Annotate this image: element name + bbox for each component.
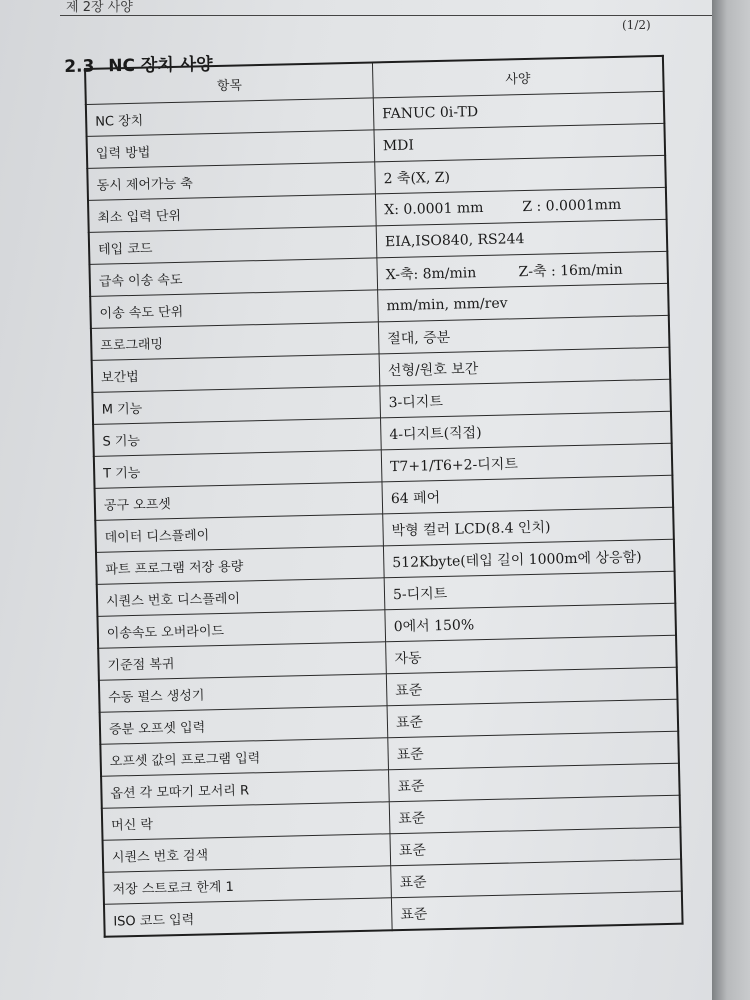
spec-cell: 4-디지트(직접)	[381, 411, 672, 450]
spec-cell: T7+1/T6+2-디지트	[381, 443, 672, 482]
spec-cell: 3-디지트	[380, 379, 671, 418]
spec-cell: 표준	[388, 763, 679, 802]
page-number: (1/2)	[622, 18, 651, 32]
spec-cell: 512Kbyte(테입 길이 1000m에 상응함)	[383, 539, 674, 578]
spec-z-value: Z : 0.0001mm	[522, 196, 622, 215]
header-item: 항목	[85, 62, 373, 104]
nc-spec-table	[84, 55, 684, 938]
spec-cell: 절대, 증분	[378, 315, 669, 354]
item-cell: 데이터 디스플레이	[95, 514, 383, 553]
item-cell: 옵션 각 모따기 모서리 R	[101, 770, 389, 809]
item-cell: M 기능	[92, 386, 380, 425]
section-number: 2.3	[64, 56, 95, 77]
item-cell: NC 장치	[86, 98, 374, 137]
spec-cell: 표준	[388, 731, 679, 770]
item-cell: S 기능	[93, 418, 381, 457]
spec-cell: 표준	[389, 795, 680, 834]
spec-cell: MDI	[374, 123, 665, 162]
header-rule	[60, 15, 712, 16]
item-cell: 공구 오프셋	[95, 482, 383, 521]
item-cell: ISO 코드 입력	[104, 898, 392, 937]
item-cell: 프로그래밍	[91, 322, 379, 361]
spec-cell: mm/min, mm/rev	[378, 283, 669, 322]
spec-cell: 64 페어	[382, 475, 673, 514]
item-cell: 시퀀스 번호 검색	[103, 834, 391, 873]
spec-table-container	[84, 55, 684, 938]
spec-x-value: X-축: 8m/min	[385, 264, 477, 283]
item-cell: 테입 코드	[89, 226, 377, 265]
item-cell: 동시 제어가능 축	[87, 162, 375, 201]
item-cell: 보간법	[92, 354, 380, 393]
spec-cell: 표준	[391, 891, 682, 930]
item-cell: 이송 속도 단위	[90, 290, 378, 329]
spec-cell: 2 축(X, Z)	[375, 155, 666, 194]
item-cell: 이송속도 오버라이드	[97, 610, 385, 649]
item-cell: 급속 이송 속도	[89, 258, 377, 297]
spec-cell: FANUC 0i-TD	[373, 91, 664, 130]
item-cell: 오프셋 값의 프로그램 입력	[100, 738, 388, 777]
item-cell: 파트 프로그램 저장 용량	[96, 546, 384, 585]
spec-cell: 5-디지트	[384, 571, 675, 610]
spec-cell: 선형/원호 보간	[379, 347, 670, 386]
spec-cell: 0에서 150%	[385, 603, 676, 642]
item-cell: 시퀀스 번호 디스플레이	[97, 578, 385, 617]
spec-cell: 표준	[391, 859, 682, 898]
spec-cell: 자동	[386, 635, 677, 674]
item-cell: 최소 입력 단위	[88, 194, 376, 233]
item-cell: T 기능	[94, 450, 382, 489]
item-cell: 저장 스트로크 한계 1	[103, 866, 391, 905]
item-cell: 수동 펄스 생성기	[99, 674, 387, 713]
item-cell: 기준점 복귀	[98, 642, 386, 681]
running-head: 제 2장 사양	[66, 0, 133, 15]
spec-cell: 박형 컬러 LCD(8.4 인치)	[383, 507, 674, 546]
spec-x-value: X: 0.0001 mm	[384, 199, 484, 218]
page-edge-shadow	[712, 0, 750, 1000]
spec-cell: 표준	[390, 827, 681, 866]
spec-cell: 표준	[386, 667, 677, 706]
item-cell: 입력 방법	[87, 130, 375, 169]
spec-cell: EIA,ISO840, RS244	[376, 219, 667, 258]
spec-cell: 표준	[387, 699, 678, 738]
item-cell: 머신 락	[102, 802, 390, 841]
item-cell: 증분 오프셋 입력	[100, 706, 388, 745]
header-spec: 사양	[372, 56, 663, 98]
spec-z-value: Z-축 : 16m/min	[518, 261, 623, 280]
section-title: NC 장치 사양	[108, 54, 213, 77]
